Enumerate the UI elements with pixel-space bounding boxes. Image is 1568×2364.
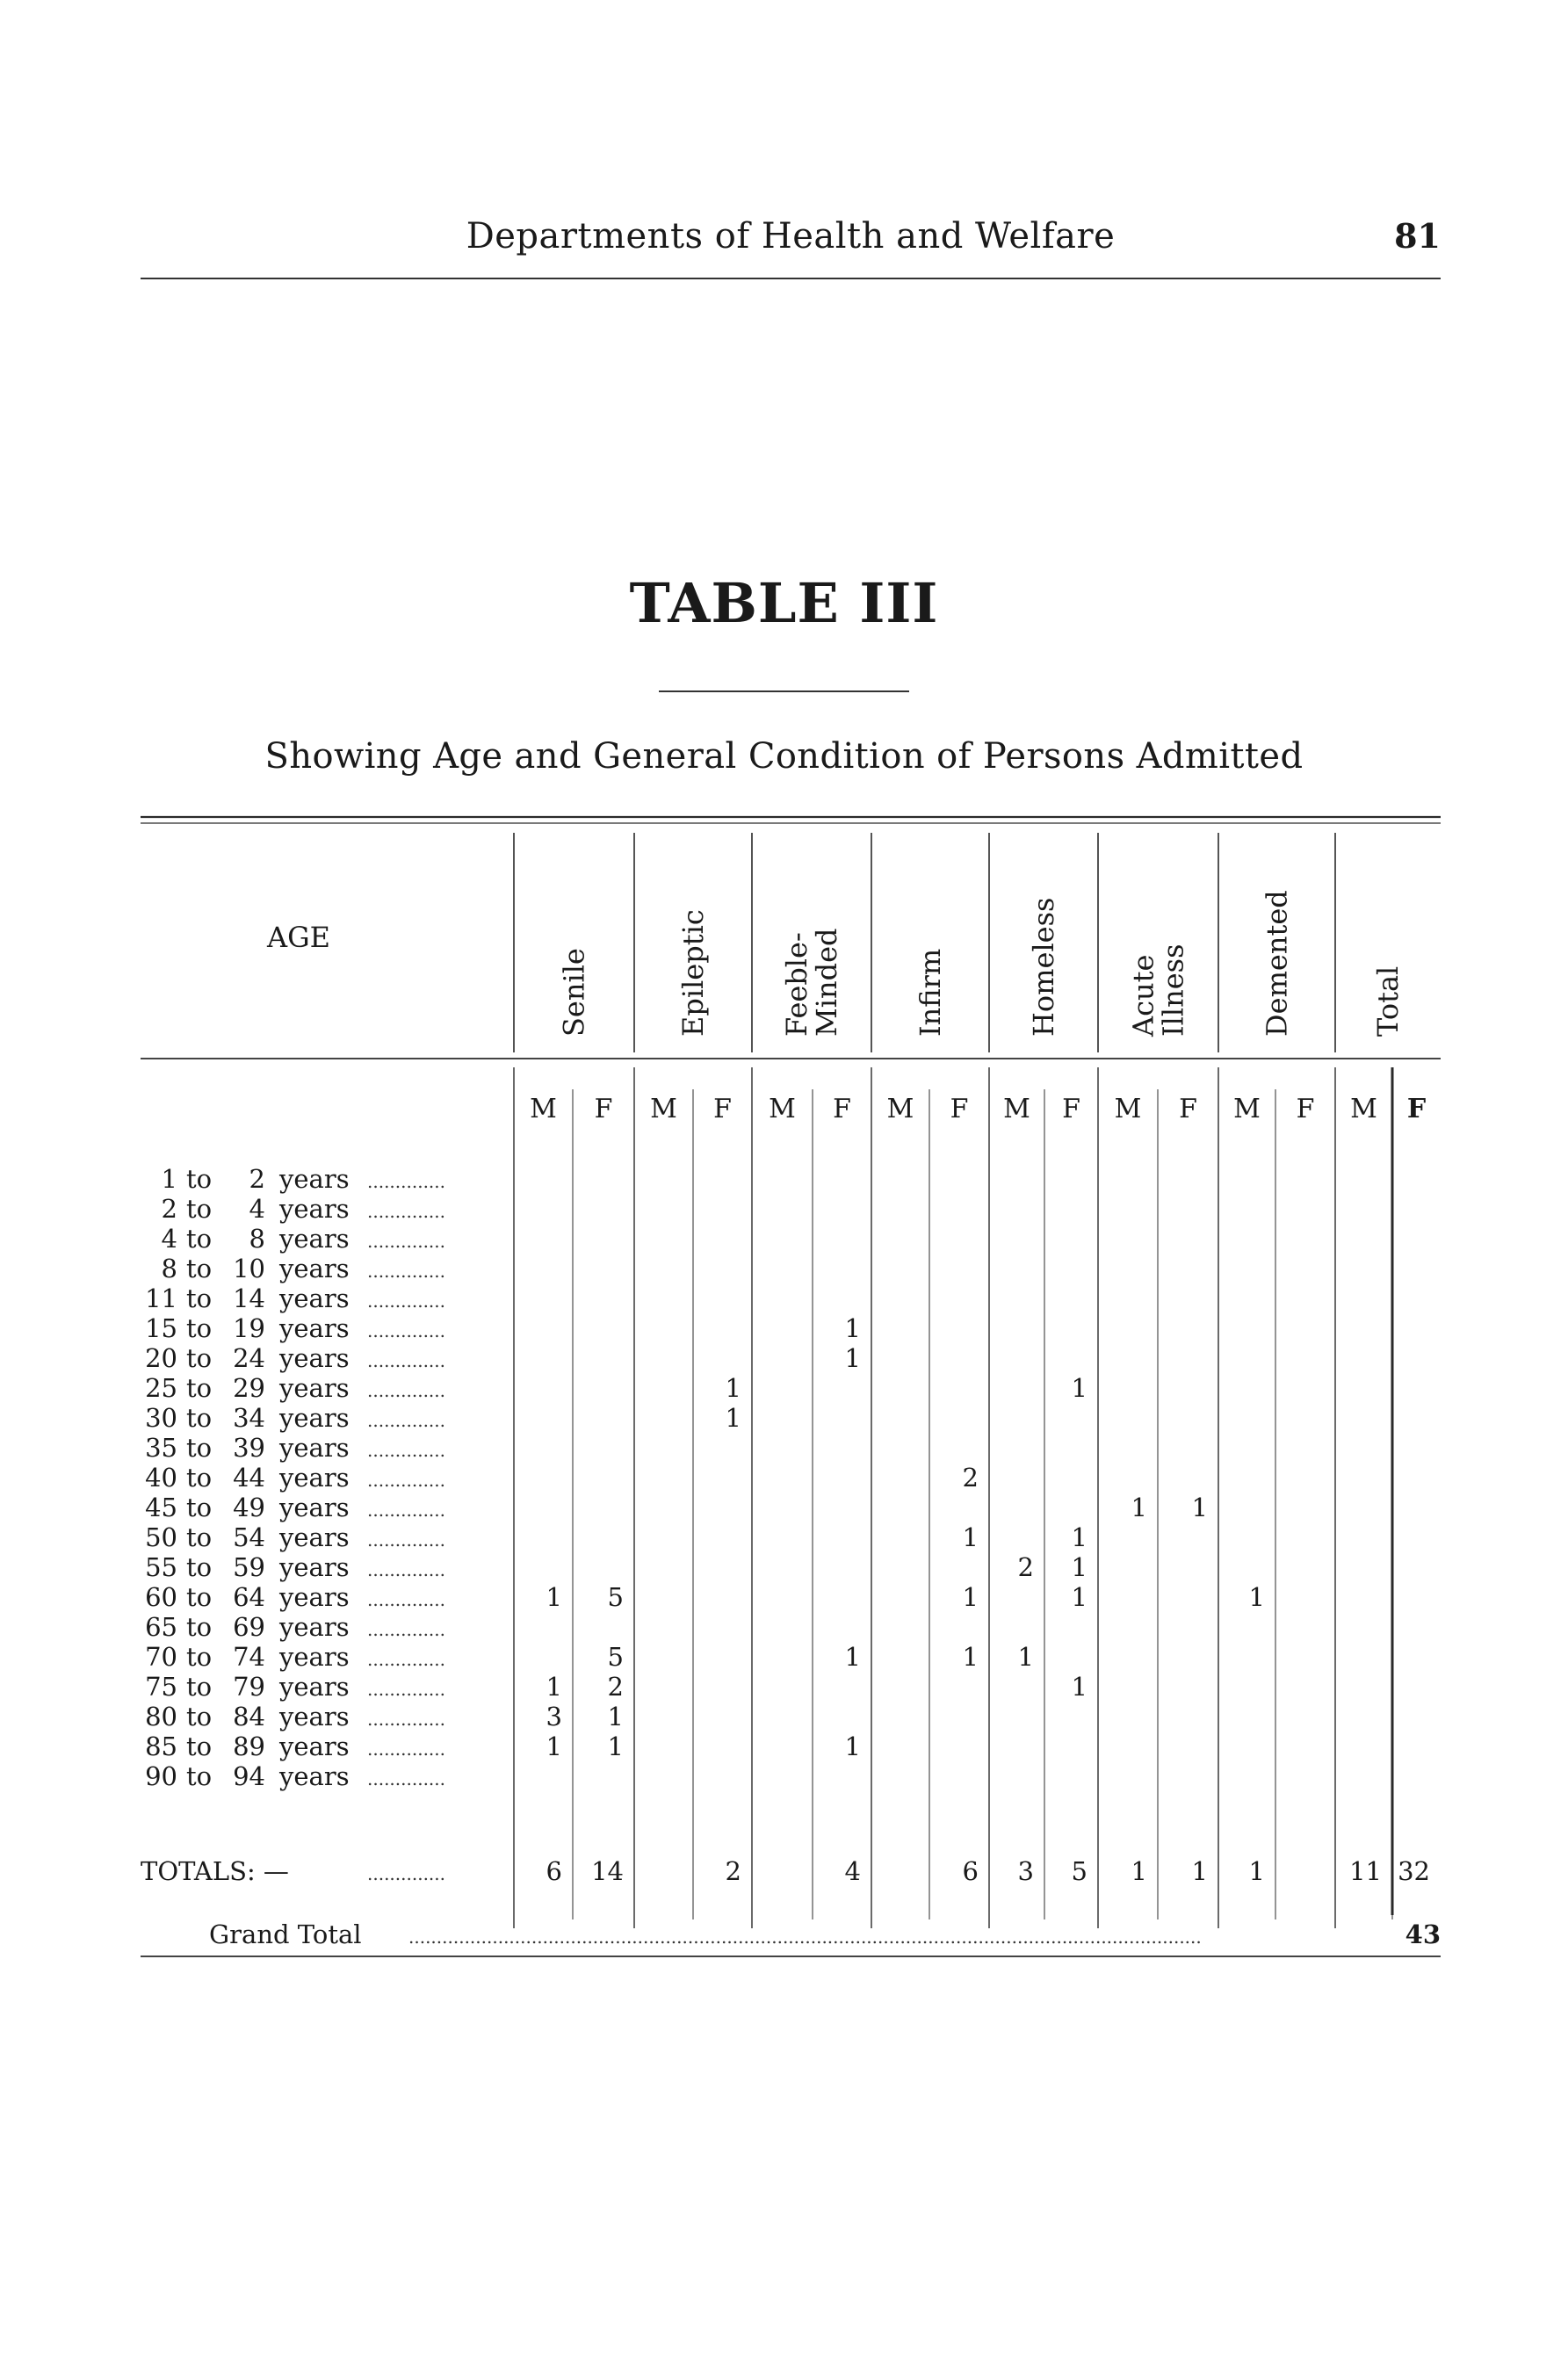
age-until: 24 bbox=[233, 1343, 265, 1373]
sex-label: M bbox=[1003, 1094, 1030, 1124]
leader-dots: .............. bbox=[367, 1529, 446, 1551]
age-to: to bbox=[186, 1164, 213, 1194]
leader-dots: .............. bbox=[367, 1679, 446, 1700]
age-unit: years bbox=[279, 1254, 350, 1283]
cell-value: 1 bbox=[725, 1373, 741, 1403]
leader-dots: .............................................................................................................................................. bbox=[408, 1927, 1202, 1948]
age-from: 1 bbox=[161, 1164, 177, 1194]
age-from: 25 bbox=[145, 1373, 177, 1403]
age-from: 55 bbox=[145, 1552, 177, 1582]
age-to: to bbox=[186, 1373, 213, 1403]
age-from: 80 bbox=[145, 1702, 177, 1731]
sex-label: M bbox=[1233, 1094, 1261, 1124]
age-unit: years bbox=[279, 1522, 350, 1552]
age-to: to bbox=[186, 1552, 213, 1582]
age-from: 2 bbox=[161, 1194, 177, 1224]
sex-label: M bbox=[769, 1094, 796, 1124]
table-subtitle: Showing Age and General Condition of Persons Admitted bbox=[264, 736, 1304, 777]
age-from: 60 bbox=[145, 1582, 177, 1612]
category-label: Infirm bbox=[914, 948, 947, 1037]
category-label: Epileptic bbox=[676, 909, 710, 1037]
age-until: 64 bbox=[233, 1582, 265, 1612]
age-until: 94 bbox=[233, 1761, 265, 1791]
age-unit: years bbox=[279, 1642, 350, 1672]
age-to: to bbox=[186, 1254, 213, 1283]
age-until: 74 bbox=[233, 1642, 265, 1672]
age-unit: years bbox=[279, 1702, 350, 1731]
age-unit: years bbox=[279, 1672, 350, 1702]
cell-value: 2 bbox=[1017, 1552, 1034, 1582]
leader-dots: .............. bbox=[367, 1350, 446, 1371]
cell-value: 1 bbox=[1131, 1493, 1147, 1522]
total-value: 4 bbox=[844, 1856, 861, 1886]
age-unit: years bbox=[279, 1731, 350, 1761]
leader-dots: .............. bbox=[367, 1410, 446, 1431]
cell-value: 1 bbox=[725, 1403, 741, 1433]
leader-dots: .............. bbox=[367, 1470, 446, 1491]
age-unit: years bbox=[279, 1463, 350, 1493]
sex-label: F bbox=[1062, 1094, 1080, 1124]
table-title: TABLE III bbox=[629, 571, 939, 635]
age-until: 84 bbox=[233, 1702, 265, 1731]
leader-dots: .............. bbox=[367, 1863, 446, 1884]
leader-dots: .............. bbox=[367, 1709, 446, 1730]
age-from: 35 bbox=[145, 1433, 177, 1463]
age-to: to bbox=[186, 1224, 213, 1254]
age-to: to bbox=[186, 1194, 213, 1224]
leader-dots: .............. bbox=[367, 1320, 446, 1341]
age-from: 90 bbox=[145, 1761, 177, 1791]
cell-value: 1 bbox=[607, 1702, 624, 1731]
age-header: AGE bbox=[266, 921, 331, 954]
cell-value: 2 bbox=[962, 1463, 979, 1493]
age-from: 11 bbox=[145, 1283, 177, 1313]
age-unit: years bbox=[279, 1283, 350, 1313]
total-value: 32 bbox=[1398, 1856, 1430, 1886]
age-to: to bbox=[186, 1343, 213, 1373]
sex-label: F bbox=[1296, 1094, 1315, 1124]
age-until: 14 bbox=[233, 1283, 265, 1313]
age-unit: years bbox=[279, 1224, 350, 1254]
age-until: 8 bbox=[249, 1224, 265, 1254]
age-unit: years bbox=[279, 1493, 350, 1522]
age-until: 39 bbox=[233, 1433, 265, 1463]
leader-dots: .............. bbox=[367, 1649, 446, 1670]
age-to: to bbox=[186, 1463, 213, 1493]
age-unit: years bbox=[279, 1164, 350, 1194]
age-to: to bbox=[186, 1672, 213, 1702]
sex-label: M bbox=[1114, 1094, 1142, 1124]
leader-dots: .............. bbox=[367, 1171, 446, 1192]
cell-value: 1 bbox=[962, 1642, 979, 1672]
sex-label: M bbox=[530, 1094, 557, 1124]
age-to: to bbox=[186, 1283, 213, 1313]
age-to: to bbox=[186, 1313, 213, 1343]
grand-total-value: 43 bbox=[1405, 1919, 1441, 1949]
leader-dots: .............. bbox=[367, 1768, 446, 1789]
age-unit: years bbox=[279, 1373, 350, 1403]
leader-dots: .............. bbox=[367, 1500, 446, 1521]
cell-value: 5 bbox=[607, 1582, 624, 1612]
age-to: to bbox=[186, 1522, 213, 1552]
total-value: 14 bbox=[591, 1856, 624, 1886]
age-unit: years bbox=[279, 1612, 350, 1642]
age-from: 4 bbox=[161, 1224, 177, 1254]
age-to: to bbox=[186, 1731, 213, 1761]
age-to: to bbox=[186, 1761, 213, 1791]
age-until: 34 bbox=[233, 1403, 265, 1433]
category-label: Homeless bbox=[1027, 897, 1060, 1037]
page-number: 81 bbox=[1394, 216, 1441, 256]
age-until: 59 bbox=[233, 1552, 265, 1582]
totals-label: TOTALS: — bbox=[141, 1856, 289, 1886]
age-until: 4 bbox=[249, 1194, 265, 1224]
sex-label: F bbox=[1406, 1094, 1427, 1124]
total-value: 5 bbox=[1071, 1856, 1087, 1886]
age-unit: years bbox=[279, 1761, 350, 1791]
cell-value: 1 bbox=[546, 1672, 562, 1702]
age-from: 50 bbox=[145, 1522, 177, 1552]
cell-value: 1 bbox=[962, 1522, 979, 1552]
sex-label: F bbox=[950, 1094, 969, 1124]
age-to: to bbox=[186, 1642, 213, 1672]
cell-value: 1 bbox=[844, 1731, 861, 1761]
age-from: 70 bbox=[145, 1642, 177, 1672]
total-value: 6 bbox=[962, 1856, 979, 1886]
age-unit: years bbox=[279, 1433, 350, 1463]
age-to: to bbox=[186, 1433, 213, 1463]
leader-dots: .............. bbox=[367, 1440, 446, 1461]
sex-label: M bbox=[650, 1094, 677, 1124]
age-unit: years bbox=[279, 1582, 350, 1612]
age-unit: years bbox=[279, 1343, 350, 1373]
age-from: 20 bbox=[145, 1343, 177, 1373]
age-from: 30 bbox=[145, 1403, 177, 1433]
age-until: 69 bbox=[233, 1612, 265, 1642]
cell-value: 1 bbox=[1071, 1552, 1087, 1582]
category-label: Minded bbox=[810, 928, 843, 1037]
leader-dots: .............. bbox=[367, 1589, 446, 1610]
grand-total-label: Grand Total bbox=[209, 1919, 362, 1949]
leader-dots: .............. bbox=[367, 1739, 446, 1760]
leader-dots: .............. bbox=[367, 1619, 446, 1640]
age-to: to bbox=[186, 1612, 213, 1642]
total-value: 3 bbox=[1017, 1856, 1034, 1886]
total-value: 6 bbox=[546, 1856, 562, 1886]
category-label: Illness bbox=[1156, 943, 1190, 1037]
cell-value: 1 bbox=[1071, 1373, 1087, 1403]
cell-value: 2 bbox=[607, 1672, 624, 1702]
total-value: 2 bbox=[725, 1856, 741, 1886]
cell-value: 1 bbox=[546, 1582, 562, 1612]
age-from: 75 bbox=[145, 1672, 177, 1702]
age-until: 89 bbox=[233, 1731, 265, 1761]
leader-dots: .............. bbox=[367, 1261, 446, 1282]
cell-value: 1 bbox=[844, 1313, 861, 1343]
age-until: 2 bbox=[249, 1164, 265, 1194]
age-from: 85 bbox=[145, 1731, 177, 1761]
age-from: 15 bbox=[145, 1313, 177, 1343]
sex-label: F bbox=[833, 1094, 851, 1124]
category-label: Demented bbox=[1260, 890, 1294, 1037]
running-head-title: Departments of Health and Welfare bbox=[466, 216, 1116, 257]
age-until: 44 bbox=[233, 1463, 265, 1493]
cell-value: 1 bbox=[1071, 1522, 1087, 1552]
age-unit: years bbox=[279, 1552, 350, 1582]
cell-value: 1 bbox=[1071, 1582, 1087, 1612]
age-until: 19 bbox=[233, 1313, 265, 1343]
cell-value: 1 bbox=[844, 1343, 861, 1373]
cell-value: 1 bbox=[1248, 1582, 1265, 1612]
age-to: to bbox=[186, 1702, 213, 1731]
age-until: 79 bbox=[233, 1672, 265, 1702]
cell-value: 1 bbox=[1071, 1672, 1087, 1702]
age-unit: years bbox=[279, 1313, 350, 1343]
age-until: 10 bbox=[233, 1254, 265, 1283]
sex-label: F bbox=[1179, 1094, 1197, 1124]
cell-value: 1 bbox=[546, 1731, 562, 1761]
cell-value: 3 bbox=[546, 1702, 562, 1731]
age-to: to bbox=[186, 1403, 213, 1433]
leader-dots: .............. bbox=[367, 1201, 446, 1222]
sex-label: F bbox=[713, 1094, 732, 1124]
category-label: Acute bbox=[1126, 954, 1160, 1037]
age-until: 29 bbox=[233, 1373, 265, 1403]
cell-value: 1 bbox=[1191, 1493, 1208, 1522]
age-to: to bbox=[186, 1582, 213, 1612]
category-label: Total bbox=[1371, 965, 1405, 1037]
age-from: 8 bbox=[161, 1254, 177, 1283]
cell-value: 1 bbox=[1017, 1642, 1034, 1672]
leader-dots: .............. bbox=[367, 1380, 446, 1401]
age-unit: years bbox=[279, 1403, 350, 1433]
leader-dots: .............. bbox=[367, 1559, 446, 1580]
sex-label: M bbox=[1350, 1094, 1377, 1124]
age-from: 40 bbox=[145, 1463, 177, 1493]
sex-label: F bbox=[594, 1094, 613, 1124]
sex-label: M bbox=[886, 1094, 914, 1124]
category-label: Senile bbox=[557, 948, 591, 1037]
leader-dots: .............. bbox=[367, 1290, 446, 1312]
leader-dots: .............. bbox=[367, 1231, 446, 1252]
cell-value: 5 bbox=[607, 1642, 624, 1672]
cell-value: 1 bbox=[844, 1642, 861, 1672]
cell-value: 1 bbox=[962, 1582, 979, 1612]
total-value: 1 bbox=[1248, 1856, 1265, 1886]
age-from: 45 bbox=[145, 1493, 177, 1522]
age-until: 49 bbox=[233, 1493, 265, 1522]
age-unit: years bbox=[279, 1194, 350, 1224]
total-value: 1 bbox=[1131, 1856, 1147, 1886]
age-from: 65 bbox=[145, 1612, 177, 1642]
total-value: 11 bbox=[1349, 1856, 1382, 1886]
cell-value: 1 bbox=[607, 1731, 624, 1761]
age-to: to bbox=[186, 1493, 213, 1522]
age-until: 54 bbox=[233, 1522, 265, 1552]
category-label: Feeble- bbox=[780, 932, 813, 1037]
total-value: 1 bbox=[1191, 1856, 1208, 1886]
